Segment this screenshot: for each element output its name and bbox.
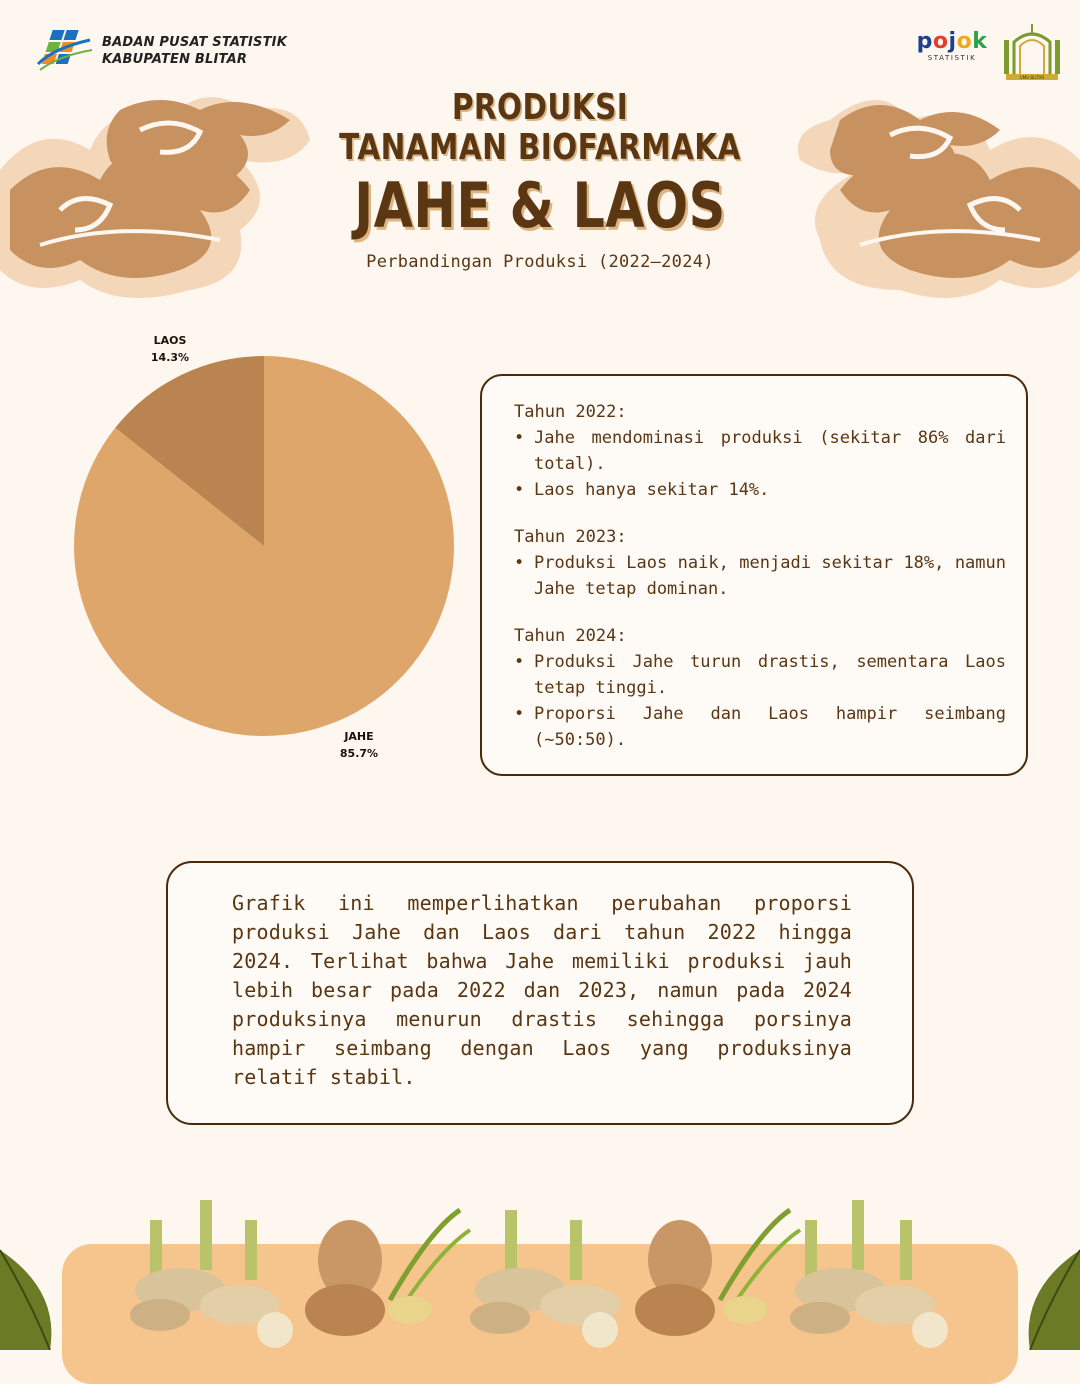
pojok-word [914,30,990,54]
ginger-illustration [0,1190,1080,1350]
bullet-item: • Produksi Laos naik, menjadi sekitar 18%, namun Jahe tetap dominan. [514,550,1006,602]
galangal-cluster-2-icon [470,1210,620,1348]
pie-label-laos: LAOS [153,334,187,347]
info-box [480,374,1028,776]
pie-value-jahe: 85.7% [339,747,379,760]
info-blocks [514,400,1006,753]
bullet-item: • Jahe mendominasi produksi (sekitar 86% dari total). [514,425,1006,477]
title-line1: PRODUKSI [451,87,629,128]
bullet-item: • Produksi Jahe turun drastis, sementara Laos tetap tinggi. [514,649,1006,701]
subtitle: Perbandingan Produksi (2022–2024) [366,252,714,272]
org-name-line2: KABUPATEN BLITAR [102,52,248,67]
year-block [514,624,1006,753]
mosque-logo-text: UMU BLITAR [1019,75,1045,80]
bullet-list [514,649,1006,753]
bullet-list [514,550,1006,602]
year-heading: Tahun 2022: [514,402,627,422]
summary-box [166,861,914,1125]
org-name-line1: BADAN PUSAT STATISTIK [102,35,287,50]
pojok-letter: p [916,29,933,54]
bps-logo-icon [34,26,96,78]
year-heading: Tahun 2024: [514,626,627,646]
year-block [514,525,1006,602]
year-block [514,400,1006,503]
galangal-cluster-3-icon [790,1200,948,1348]
bullet-list [514,425,1006,503]
pojok-letter: o [932,29,949,54]
bullet-item: • Proporsi Jahe dan Laos hampir seimbang (~50:50). [514,701,1006,753]
pojok-letter: j [948,29,957,54]
ginger-root-1-icon [305,1210,470,1336]
pojok-statistik-logo [914,30,990,62]
pojok-subtitle: STATISTIK [927,54,977,62]
title-line3: JAHE & LAOS [354,169,726,242]
year-heading: Tahun 2023: [514,527,627,547]
bullet-item: • Laos hanya sekitar 14%. [514,477,1006,503]
pojok-letter: o [956,29,973,54]
pie-value-laos: 14.3% [150,351,190,364]
pie-label-jahe: JAHE [344,730,374,743]
galangal-cluster-1-icon [130,1200,293,1348]
ginger-root-2-icon [635,1210,800,1336]
pojok-letter: k [972,29,988,54]
summary-text: Grafik ini memperlihatkan perubahan proporsi produksi Jahe dan Laos dari tahun 2022 hingga 2024. Terlihat bahwa Jahe memiliki produksi jauh lebih besar pada 2022 dan 2023, namun pada 2024 produksinya menurun drastis sehingga porsinya hampir seimbang dengan Laos yang produksinya relatif stabil. [232,891,852,1089]
title-line2: TANAMAN BIOFARMAKA [339,127,741,168]
pie-chart [60,330,480,770]
mosque-logo-icon [1000,20,1064,82]
title-block [240,88,840,242]
org-name [102,34,287,68]
